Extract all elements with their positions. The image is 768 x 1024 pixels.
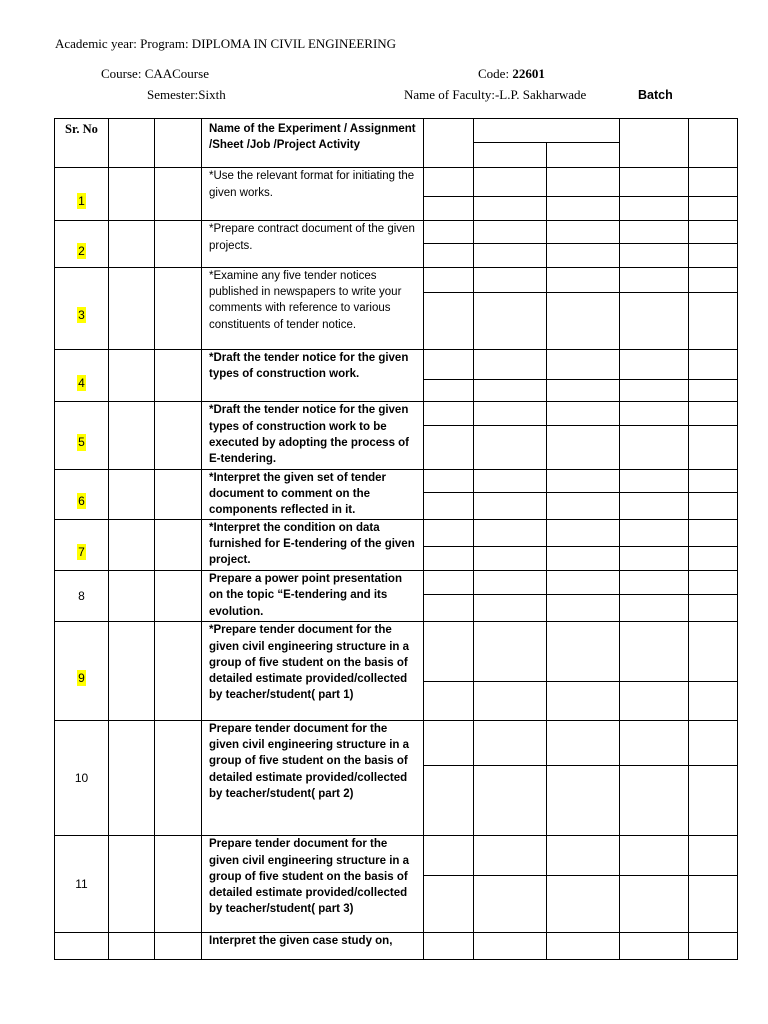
blank-cell	[620, 243, 689, 267]
experiment-name-cell: *Use the relevant format for initiating the given works.	[202, 168, 424, 221]
blank-cell	[474, 492, 547, 519]
table-row	[55, 402, 738, 426]
blank-cell	[547, 267, 620, 292]
blank-cell	[109, 519, 155, 570]
blank-cell	[424, 571, 474, 595]
blank-header-cell	[424, 119, 474, 168]
blank-cell	[620, 765, 689, 835]
blank-cell	[620, 267, 689, 292]
blank-cell	[109, 469, 155, 519]
blank-cell	[424, 402, 474, 426]
experiment-name-cell: *Interpret the condition on data furnished for E-tendering of the given project.	[202, 519, 424, 570]
table-row	[55, 519, 738, 546]
blank-cell	[689, 267, 738, 292]
blank-cell	[155, 221, 202, 267]
blank-cell	[424, 426, 474, 469]
sr-no-cell	[55, 720, 109, 836]
blank-cell	[474, 720, 547, 765]
table-header-row	[55, 119, 738, 143]
blank-cell	[424, 469, 474, 492]
header-program-line	[55, 36, 396, 52]
blank-cell	[155, 402, 202, 469]
blank-cell	[474, 836, 547, 876]
table-row	[55, 720, 738, 765]
blank-cell	[689, 836, 738, 876]
table-row	[55, 267, 738, 292]
experiment-name-cell: Interpret the given case study on,	[202, 932, 424, 959]
code-label: Code:	[478, 66, 513, 81]
blank-cell	[109, 402, 155, 469]
sr-no-cell	[55, 836, 109, 932]
sr-no-cell	[55, 267, 109, 349]
blank-cell	[474, 622, 547, 681]
blank-cell	[620, 350, 689, 380]
experiment-name-cell: *Prepare tender document for the given civil engineering structure in a group of five student on the basis of detailed estimate provided/collected by teacher/student( part 1)	[202, 622, 424, 720]
blank-cell	[424, 221, 474, 243]
blank-cell	[620, 595, 689, 622]
table-row	[55, 350, 738, 380]
blank-header-cell	[689, 119, 738, 168]
blank-cell	[547, 571, 620, 595]
blank-cell	[620, 168, 689, 197]
sr-no-cell	[55, 622, 109, 720]
blank-cell	[155, 571, 202, 622]
blank-cell	[620, 622, 689, 681]
blank-cell	[424, 876, 474, 932]
blank-cell	[620, 836, 689, 876]
blank-cell	[620, 292, 689, 349]
blank-cell	[474, 197, 547, 221]
blank-cell	[424, 546, 474, 570]
blank-cell	[109, 622, 155, 720]
blank-cell	[689, 221, 738, 243]
blank-cell	[547, 469, 620, 492]
blank-cell	[474, 932, 547, 959]
table-row	[55, 622, 738, 681]
blank-cell	[689, 765, 738, 835]
blank-cell	[547, 380, 620, 402]
blank-cell	[689, 595, 738, 622]
blank-cell	[424, 622, 474, 681]
blank-cell	[547, 350, 620, 380]
blank-cell	[689, 876, 738, 932]
blank-cell	[109, 571, 155, 622]
blank-cell	[689, 492, 738, 519]
blank-cell	[424, 243, 474, 267]
table-row	[55, 221, 738, 243]
experiment-name-cell: *Interpret the given set of tender document to comment on the components reflected in it.	[202, 469, 424, 519]
blank-cell	[547, 492, 620, 519]
blank-cell	[424, 267, 474, 292]
table-row	[55, 168, 738, 197]
semester-label: Semester:Sixth	[147, 87, 226, 102]
sr-no-cell	[55, 350, 109, 402]
blank-cell	[474, 350, 547, 380]
batch-label: Batch	[638, 88, 673, 102]
blank-cell	[474, 765, 547, 835]
blank-cell	[689, 720, 738, 765]
blank-cell	[547, 765, 620, 835]
blank-cell	[547, 292, 620, 349]
experiment-name-cell: Prepare tender document for the given civil engineering structure in a group of five student on the basis of detailed estimate provided/collected by teacher/student( part 2)	[202, 720, 424, 836]
blank-cell	[547, 720, 620, 765]
blank-cell	[689, 350, 738, 380]
blank-cell	[620, 546, 689, 570]
blank-cell	[155, 622, 202, 720]
experiment-name-header: Name of the Experiment / Assignment /Sheet /Job /Project Activity	[202, 119, 424, 168]
experiment-name-cell: *Examine any five tender notices published in newspapers to write your comments with reference to various constituents of tender notice.	[202, 267, 424, 349]
blank-cell	[155, 168, 202, 221]
blank-cell	[689, 546, 738, 570]
program-text: Academic year: Program: DIPLOMA IN CIVIL ENGINEERING	[55, 36, 397, 51]
blank-header-cell	[474, 143, 547, 168]
sr-no-value: 8	[78, 589, 85, 604]
blank-cell	[474, 595, 547, 622]
blank-cell	[620, 492, 689, 519]
blank-cell	[620, 720, 689, 765]
sr-no-cell	[55, 571, 109, 622]
blank-cell	[474, 267, 547, 292]
blank-cell	[620, 426, 689, 469]
blank-header-cell	[155, 119, 202, 168]
blank-cell	[424, 932, 474, 959]
blank-cell	[474, 243, 547, 267]
blank-cell	[109, 221, 155, 267]
experiment-name-cell: Prepare a power point presentation on the topic “E-tendering and its evolution.	[202, 571, 424, 622]
blank-cell	[689, 168, 738, 197]
blank-cell	[424, 292, 474, 349]
blank-header-cell	[547, 143, 620, 168]
sr-no-value: 2	[78, 243, 85, 258]
blank-cell	[474, 168, 547, 197]
blank-cell	[689, 197, 738, 221]
course-label: Course: CAACourse	[101, 66, 209, 81]
blank-cell	[474, 426, 547, 469]
blank-cell	[620, 469, 689, 492]
blank-cell	[620, 402, 689, 426]
blank-cell	[547, 519, 620, 546]
faculty-label: Name of Faculty:-L.P. Sakharwade	[404, 87, 587, 102]
blank-cell	[547, 426, 620, 469]
experiments-table	[54, 118, 738, 960]
code-line	[478, 66, 545, 82]
blank-cell	[547, 681, 620, 720]
sr-no-cell	[55, 932, 109, 959]
blank-header-cell	[109, 119, 155, 168]
blank-cell	[689, 380, 738, 402]
blank-cell	[620, 221, 689, 243]
blank-cell	[689, 426, 738, 469]
blank-cell	[424, 350, 474, 380]
experiment-name-cell: Prepare tender document for the given civil engineering structure in a group of five student on the basis of detailed estimate provided/collected by teacher/student( part 3)	[202, 836, 424, 932]
blank-cell	[155, 469, 202, 519]
blank-cell	[109, 350, 155, 402]
blank-cell	[620, 681, 689, 720]
blank-cell	[424, 595, 474, 622]
sr-no-value: 6	[78, 494, 85, 509]
blank-cell	[547, 595, 620, 622]
blank-cell	[689, 519, 738, 546]
blank-cell	[424, 168, 474, 197]
blank-cell	[474, 571, 547, 595]
blank-cell	[689, 681, 738, 720]
sr-no-cell	[55, 469, 109, 519]
sr-no-cell	[55, 402, 109, 469]
code-value: 22601	[512, 66, 545, 81]
blank-cell	[424, 836, 474, 876]
experiment-name-cell: *Draft the tender notice for the given types of construction work to be executed by adopting the process of E-tendering.	[202, 402, 424, 469]
blank-cell	[424, 197, 474, 221]
blank-cell	[547, 622, 620, 681]
sr-no-value: 4	[78, 375, 85, 390]
blank-cell	[155, 932, 202, 959]
sr-no-value: 5	[78, 435, 85, 450]
blank-cell	[155, 519, 202, 570]
sr-no-value: 7	[78, 544, 85, 559]
blank-cell	[547, 197, 620, 221]
blank-cell	[474, 402, 547, 426]
blank-cell	[474, 876, 547, 932]
blank-cell	[424, 681, 474, 720]
table-row	[55, 836, 738, 876]
sr-no-cell	[55, 519, 109, 570]
blank-cell	[620, 519, 689, 546]
sr-no-value: 1	[78, 194, 85, 209]
blank-cell	[474, 519, 547, 546]
blank-cell	[109, 267, 155, 349]
blank-cell	[155, 267, 202, 349]
blank-cell	[109, 932, 155, 959]
blank-cell	[689, 292, 738, 349]
blank-cell	[547, 932, 620, 959]
blank-cell	[474, 546, 547, 570]
blank-cell	[547, 221, 620, 243]
blank-cell	[424, 519, 474, 546]
blank-cell	[547, 402, 620, 426]
experiment-name-cell: *Prepare contract document of the given projects.	[202, 221, 424, 267]
blank-cell	[424, 765, 474, 835]
blank-cell	[109, 836, 155, 932]
blank-cell	[155, 720, 202, 836]
blank-cell	[547, 243, 620, 267]
blank-header-cell	[620, 119, 689, 168]
blank-cell	[155, 836, 202, 932]
blank-cell	[620, 932, 689, 959]
blank-cell	[689, 402, 738, 426]
blank-cell	[689, 622, 738, 681]
sr-no-value: 3	[78, 308, 85, 323]
blank-cell	[620, 571, 689, 595]
blank-cell	[620, 876, 689, 932]
blank-header-cell	[474, 119, 620, 143]
blank-cell	[689, 932, 738, 959]
blank-cell	[474, 292, 547, 349]
blank-cell	[547, 836, 620, 876]
sr-no-value: 10	[74, 770, 89, 785]
blank-cell	[424, 720, 474, 765]
blank-cell	[155, 350, 202, 402]
blank-cell	[109, 720, 155, 836]
blank-cell	[620, 380, 689, 402]
blank-cell	[547, 876, 620, 932]
blank-cell	[547, 168, 620, 197]
blank-cell	[547, 546, 620, 570]
blank-cell	[424, 492, 474, 519]
blank-cell	[474, 380, 547, 402]
blank-cell	[474, 681, 547, 720]
blank-cell	[474, 221, 547, 243]
table-row	[55, 469, 738, 492]
sr-no-value: 11	[75, 876, 88, 891]
experiment-name-cell: *Draft the tender notice for the given types of construction work.	[202, 350, 424, 402]
blank-cell	[424, 380, 474, 402]
blank-cell	[474, 469, 547, 492]
blank-cell	[689, 571, 738, 595]
blank-cell	[620, 197, 689, 221]
sr-no-cell	[55, 168, 109, 221]
sr-no-value: 9	[78, 670, 85, 685]
blank-cell	[689, 243, 738, 267]
sr-no-header: Sr. No	[55, 119, 109, 168]
table-row	[55, 932, 738, 959]
blank-cell	[109, 168, 155, 221]
sr-no-cell	[55, 221, 109, 267]
table-row	[55, 571, 738, 595]
blank-cell	[689, 469, 738, 492]
